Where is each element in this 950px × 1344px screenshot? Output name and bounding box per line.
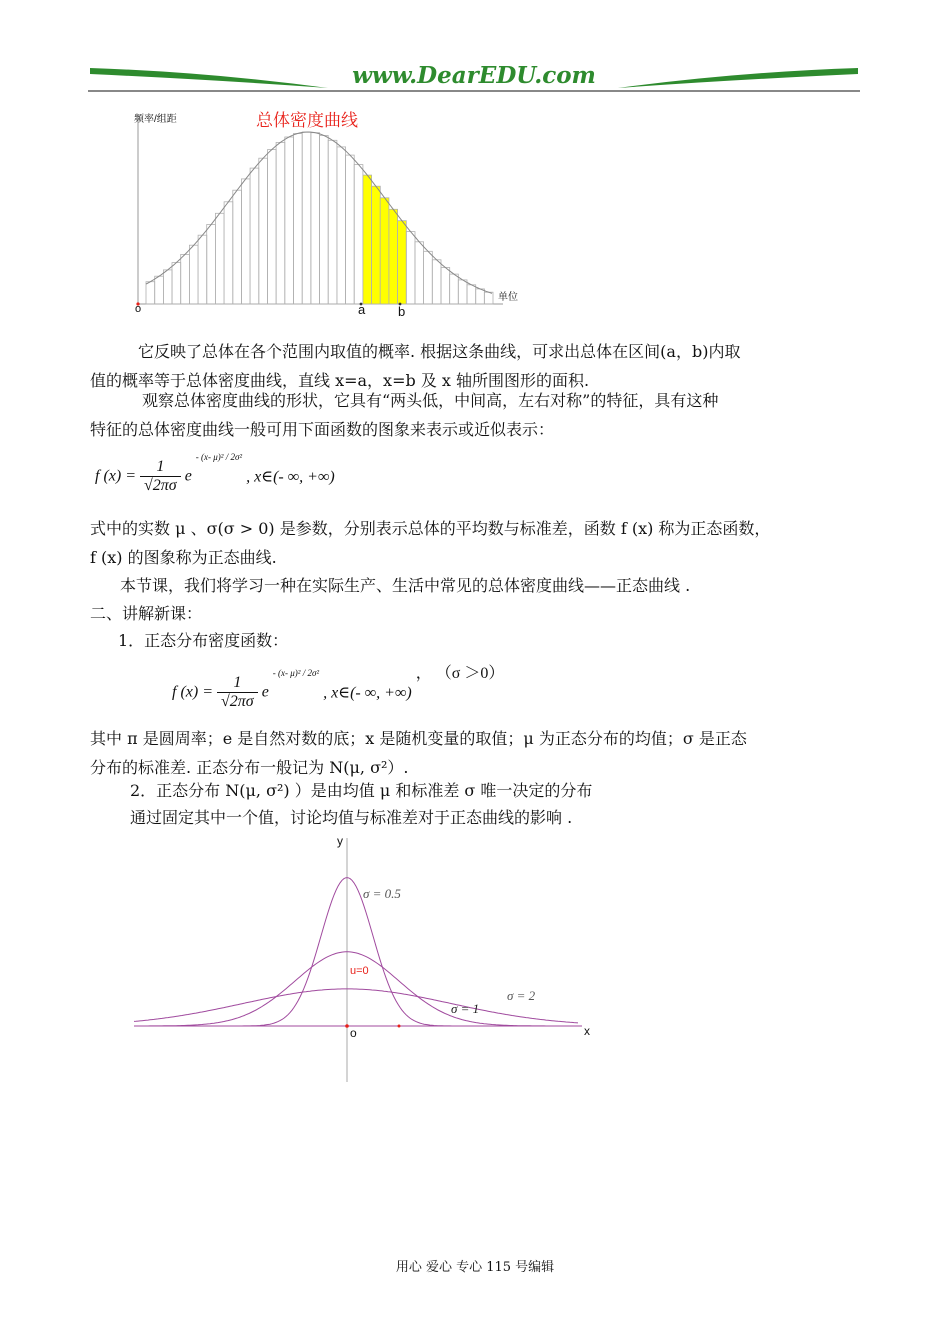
- figure2-origin-point: [345, 1024, 349, 1028]
- histogram-bar: [189, 245, 198, 304]
- histogram-bar: [432, 260, 441, 304]
- figure1-title: 总体密度曲线: [256, 111, 358, 130]
- formula-2: [172, 660, 504, 716]
- paragraph-1-line-1: 它反映了总体在各个范围内取值的概率. 根据这条曲线，可求出总体在区间(a，b)内取: [138, 342, 741, 361]
- figure2-label-sigma-05: σ = 0.5: [363, 886, 401, 901]
- figure-density-histogram: [118, 100, 538, 325]
- formula-2-lhs: f (x) =: [172, 683, 213, 701]
- histogram-bar: [450, 274, 459, 304]
- item-1: 1．正态分布密度函数：: [118, 631, 289, 650]
- histogram-bar: [389, 209, 398, 304]
- formula-2-base: e: [261, 683, 269, 701]
- formula-2-fraction: [217, 674, 258, 711]
- paragraph-5-line-2: 分布的标准差. 正态分布一般记为 N(μ, σ²）.: [90, 758, 409, 777]
- paragraph-1-line-2: 值的概率等于总体密度曲线，直线 x=a，x=b 及 x 轴所围图形的面积.: [90, 371, 590, 390]
- figure2-unit-point: [398, 1025, 401, 1028]
- header: [88, 60, 860, 94]
- formula-1: [95, 452, 335, 508]
- histogram-bar: [380, 198, 389, 304]
- paragraph-2-line-1: 观察总体密度曲线的形状，它具有“两头低，中间高，左右对称”的特征，具有这种: [142, 391, 719, 410]
- histogram-bar: [363, 175, 372, 304]
- histogram-bar: [215, 213, 224, 304]
- paragraph-4: 本节课，我们将学习一种在实际生产、生活中常见的总体密度曲线——正态曲线 .: [120, 576, 691, 595]
- paragraph-6: 通过固定其中一个值，讨论均值与标准差对于正态曲线的影响 .: [130, 808, 573, 827]
- paragraph-5-line-1: 其中 π 是圆周率；e 是自然对数的底；x 是随机变量的取值；μ 为正态分布的均值；σ 是正态: [90, 729, 747, 748]
- formula-1-fraction: [140, 458, 181, 495]
- formula-1-exponent: - (x- μ)² / 2σ²: [195, 452, 243, 462]
- paragraph-2: [90, 386, 860, 444]
- figure2-mu-label: u=0: [350, 965, 369, 977]
- figure2-xlabel: x: [584, 1024, 590, 1038]
- histogram-bar: [337, 147, 346, 304]
- histogram-bar: [181, 254, 190, 304]
- histogram-bar: [302, 132, 311, 304]
- histogram-bar: [198, 235, 207, 304]
- brand-text: www.DearEDU.com: [352, 62, 596, 89]
- formula-1-numerator: 1: [140, 458, 181, 477]
- histogram-bar: [406, 232, 415, 304]
- formula-1-base: e: [184, 467, 192, 485]
- paragraph-3-line-1: 式中的实数 μ 、σ(σ > 0) 是参数，分别表示总体的平均数与标准差，函数 f (x) 称为正态函数，: [90, 519, 771, 538]
- formula-1-lhs: f (x) =: [95, 467, 136, 485]
- formula-2-domain: , x∈(- ∞, +∞): [323, 684, 412, 702]
- histogram-bar: [424, 251, 433, 304]
- formula-2-exponent: - (x- μ)² / 2σ²: [272, 668, 320, 678]
- histogram-bar: [415, 242, 424, 304]
- formula-2-numerator: 1: [217, 674, 258, 693]
- histogram-bar: [224, 202, 233, 304]
- histogram-bar: [441, 268, 450, 305]
- histogram-bar: [294, 134, 303, 305]
- figure1-origin: o: [135, 303, 142, 315]
- histogram-bar: [320, 136, 329, 305]
- figure2-origin: o: [350, 1026, 357, 1040]
- section-2-heading: 二、讲解新课：: [90, 604, 203, 623]
- histogram-bar: [276, 142, 285, 304]
- figure1-mark-b: b: [398, 304, 406, 319]
- histogram-bar: [207, 225, 216, 305]
- paragraph-3: [90, 514, 860, 572]
- formula-1-domain: , x∈(- ∞, +∞): [246, 468, 335, 486]
- formula-2-condition: ， （σ ＞0）: [415, 665, 505, 682]
- histogram-bar: [484, 292, 493, 304]
- histogram-bar: [311, 133, 320, 304]
- paragraph-3-line-2: f (x) 的图象称为正态曲线.: [90, 548, 277, 567]
- histogram-bar: [346, 155, 355, 304]
- formula-2-denominator: √2πσ: [221, 692, 254, 710]
- figure2-ylabel: y: [337, 834, 343, 848]
- histogram-bar: [476, 289, 485, 304]
- histogram-bar: [467, 285, 476, 304]
- figure1-mark-a: a: [358, 302, 366, 317]
- histogram-bar: [241, 179, 250, 304]
- figure1-ylabel: 频率/组距: [134, 114, 177, 125]
- histogram-svg: [118, 100, 538, 325]
- histogram-bar: [146, 282, 155, 304]
- item-2: 2．正态分布 N(μ, σ²) ）是由均值 μ 和标准差 σ 唯一决定的分布: [130, 781, 593, 800]
- histogram-bar: [285, 137, 294, 304]
- histogram-bar: [259, 158, 268, 304]
- histogram-bar: [155, 276, 164, 304]
- paragraph-2-line-2: 特征的总体密度曲线一般可用下面函数的图象来表示或近似表示：: [90, 420, 555, 439]
- histogram-bar: [163, 270, 172, 304]
- paragraph-5: [90, 724, 860, 782]
- figure2-label-sigma-2: σ = 2: [507, 988, 536, 1003]
- histogram-bar: [233, 190, 242, 304]
- histogram-bar: [250, 168, 259, 304]
- formula-1-denominator: √2πσ: [144, 476, 177, 494]
- histogram-bar: [328, 140, 337, 304]
- histogram-bar: [268, 150, 277, 304]
- histogram-bar: [398, 221, 407, 304]
- histogram-bar: [172, 263, 181, 304]
- histogram-bar: [458, 280, 467, 304]
- normal-curves-svg: [130, 830, 610, 1088]
- histogram-bar: [354, 165, 363, 304]
- figure-normal-curves: [130, 830, 610, 1088]
- histogram-bar: [372, 186, 381, 304]
- figure2-label-sigma-1: σ = 1: [451, 1001, 480, 1016]
- footer: 用心 爱心 专心 115 号编辑: [395, 1260, 555, 1275]
- figure1-xlabel: 单位: [498, 292, 518, 303]
